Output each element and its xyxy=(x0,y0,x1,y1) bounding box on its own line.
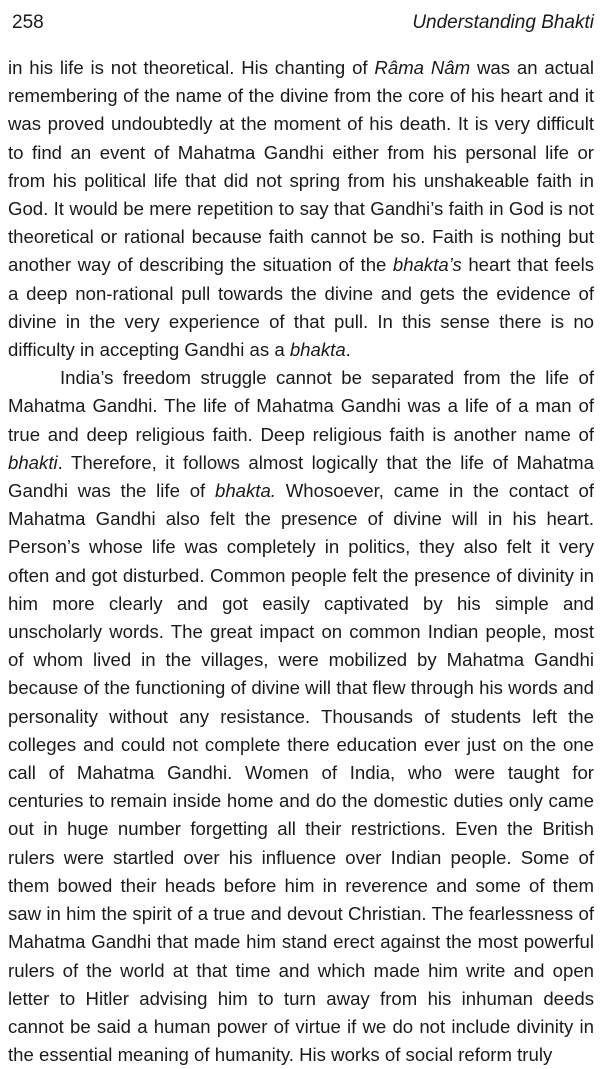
paragraph-1-text: . xyxy=(345,339,351,361)
paragraph-1-italic-text: Râma Nâm xyxy=(374,57,471,78)
paragraph-1-italic-text: bhakta xyxy=(289,339,346,361)
paragraph-2-italic-text: bhakta. xyxy=(214,480,276,502)
body-text xyxy=(8,54,594,1069)
paragraph-1-text: was an actual remembering of the name of the divine from the core of his heart and it was proved undoubtedly at the moment of his death. It is very difficult to find an event of Mahatma Gandhi either from his personal life or from his political life that did not spring from his unshakeable faith in God. It would be mere repetition to say that Gandhi’s faith in God is not theoretical or rational because faith cannot be so. Faith is nothing but another way of describing the situation of the xyxy=(8,57,594,276)
running-title: Understanding Bhakti xyxy=(412,12,594,33)
paragraph-1-text: heart that feels a deep non-rational pull towards the divine and gets the evidence of divine in the very experience of that pull. In this sense there is no difficulty in accepting Gandhi as a xyxy=(8,254,594,361)
paragraph-1-italic-text: bhakta’s xyxy=(392,254,462,276)
paragraph-2-text: Whosoever, came in the contact of Mahatma Gandhi also felt the presence of divine will in his heart. Person’s whose life was completely in politics, they also felt it very often and got disturbed. Common people felt the presence of divinity in him more clearly and got easily captivated by his simple and unscholarly words. The great impact on common Indian people, most of whom lived in the villages, were mobilized by Mahatma Gandhi because of the functioning of divine will that flew through his words and personality without any resistance. Thousands of students left the colleges and could not complete there education ever just on the one call of Mahatma Gandhi. Women of India, who were taught for centuries to remain inside home and do the domestic duties only came out in huge number forgetting all their restrictions. Even the British rulers were startled over his influence over Indian people. Some of them bowed their heads before him in reverence and some of them saw in him the spirit of a true and devout Christian. The fearlessness of Mahatma Gandhi that made him stand erect against the most powerful rulers of the world at that time and which made him write and open letter to Hitler advising him to turn away from his inhuman deeds cannot be said a human power of virtue if we do not include divinity in the essential meaning of humanity. His works of social reform truly xyxy=(8,480,594,1066)
paragraph-1-text: in his life is not theoretical. His chanting of xyxy=(8,57,375,78)
paragraph-1 xyxy=(8,54,594,364)
paragraph-2-italic-text: bhakti xyxy=(8,451,58,473)
paragraph-2-text: India’s freedom struggle cannot be separated from the life of Mahatma Gandhi. The life of Mahatma Gandhi was a life of a man of true and deep religious faith. Deep religious faith is another name of xyxy=(8,367,594,445)
page-header xyxy=(8,0,594,46)
paragraph-2-text: . Therefore, it follows almost logically that the life of Mahatma Gandhi was the life of xyxy=(8,451,594,502)
paragraph-2 xyxy=(8,364,594,1069)
page-number: 258 xyxy=(12,12,44,33)
book-page xyxy=(8,0,594,1066)
